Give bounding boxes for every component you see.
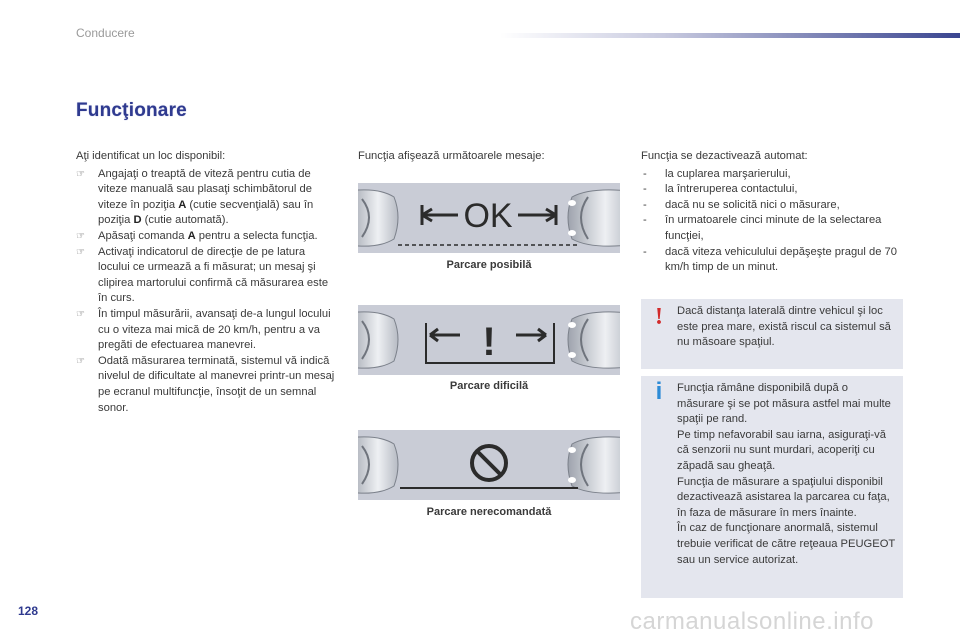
deactivation-column xyxy=(641,149,905,276)
watermark: carmanualsonline.info xyxy=(630,608,874,635)
info-text xyxy=(677,381,897,568)
parking-not-recommended-illustration xyxy=(358,430,620,500)
messages-intro: Funcţia afişează următoarele mesaje: xyxy=(358,150,545,162)
page-title: Funcţionare xyxy=(76,100,187,121)
warning-mark: ! xyxy=(482,320,496,364)
parking-possible-illustration xyxy=(358,183,620,253)
instruction-item: ☞ Odată măsurarea terminată, sistemul vă indică nivelul de dificultate al manevrei printr-un mesaj pe ecranul multifuncţie, însoţit de un semnal sonor. xyxy=(76,354,335,414)
info-note xyxy=(641,376,903,598)
info-paragraph: Funcţia de măsurare a spaţiului disponibil dezactivează asistarea la parcarea cu faţa, în faza de măsurare în mers înainte. xyxy=(677,475,890,519)
instruction-item: ☞ În timpul măsurării, avansaţi de-a lungul locului cu o viteza mai mică de 20 km/h, pentru a va pregăti de efectuarea manevrei. xyxy=(76,307,331,352)
instructions-intro: Aţi identificat un loc disponibil: xyxy=(76,150,226,162)
car-right-icon xyxy=(568,312,620,368)
instructions-column xyxy=(76,149,338,416)
car-right-icon xyxy=(568,437,620,493)
deactivation-intro: Funcţia se dezactivează automat: xyxy=(641,150,808,162)
car-left-icon xyxy=(358,190,398,246)
deactivation-item: - dacă viteza vehiculului depăşeşte pragul de 70 km/h timp de un minut. xyxy=(643,245,897,274)
parking-possible-caption: Parcare posibilă xyxy=(446,259,532,271)
bullet-arrow-icon: ☞ xyxy=(76,230,85,242)
bullet-arrow-icon: ☞ xyxy=(76,308,85,320)
car-left-icon xyxy=(358,437,398,493)
bullet-arrow-icon: ☞ xyxy=(76,168,85,180)
page-number: 128 xyxy=(18,604,39,618)
warning-text: Dacă distanţa laterală dintre vehicul şi loc este prea mare, există riscul ca sistemul să nu măsoare spaţiul. xyxy=(677,305,891,349)
deactivation-item: - dacă nu se solicită nici o măsurare, xyxy=(643,198,840,211)
ok-label: OK xyxy=(463,197,513,235)
deactivation-item: - la cuplarea marşarierului, xyxy=(643,167,791,180)
warning-icon: ! xyxy=(655,304,663,330)
deactivation-item: - la întreruperea contactului, xyxy=(643,183,798,196)
instruction-item: ☞ Apăsaţi comanda A pentru a selecta funcţia. xyxy=(76,229,338,245)
car-right-icon xyxy=(568,190,620,246)
warning-note xyxy=(641,299,903,369)
deactivation-item: - în urmatoarele cinci minute de la selectarea funcţiei, xyxy=(643,214,882,242)
instruction-item: ☞ Activaţi indicatorul de direcţie de pe latura locului ce urmează a fi măsurat; un mesaj şi clipirea martorului confirmă că măsurarea este în curs. xyxy=(76,245,329,305)
parking-difficult-caption: Parcare dificilă xyxy=(449,380,529,392)
instruction-item: ☞ Angajaţi o treaptă de viteză pentru cutia de viteze manuală sau plasaţi schimbătorul de viteze în poziţia A (cutie secvenţială) sau în poziţia D (cutie automată). xyxy=(76,167,314,227)
car-left-icon xyxy=(358,312,398,368)
no-entry-icon xyxy=(472,446,506,480)
info-paragraph: Funcţia rămâne disponibilă după o măsurare şi se pot măsura astfel mai multe spaţii pe rand. xyxy=(677,382,891,426)
section-header: Conducere xyxy=(76,26,135,40)
info-icon: i xyxy=(655,378,663,405)
parking-difficult-illustration xyxy=(358,305,620,375)
header-bar xyxy=(500,33,960,38)
bullet-arrow-icon: ☞ xyxy=(76,246,85,258)
info-paragraph: Pe timp nefavorabil sau iarna, asiguraţi-vă că senzorii nu sunt murdari, acoperiţi cu zăpadă sau gheaţă. xyxy=(677,428,886,472)
bullet-arrow-icon: ☞ xyxy=(76,355,85,367)
parking-not-recommended-caption: Parcare nerecomandată xyxy=(426,506,552,518)
info-paragraph: În caz de funcţionare anormală, sistemul trebuie verificat de către reţeaua PEUGEOT sau un service autorizat. xyxy=(677,522,896,566)
